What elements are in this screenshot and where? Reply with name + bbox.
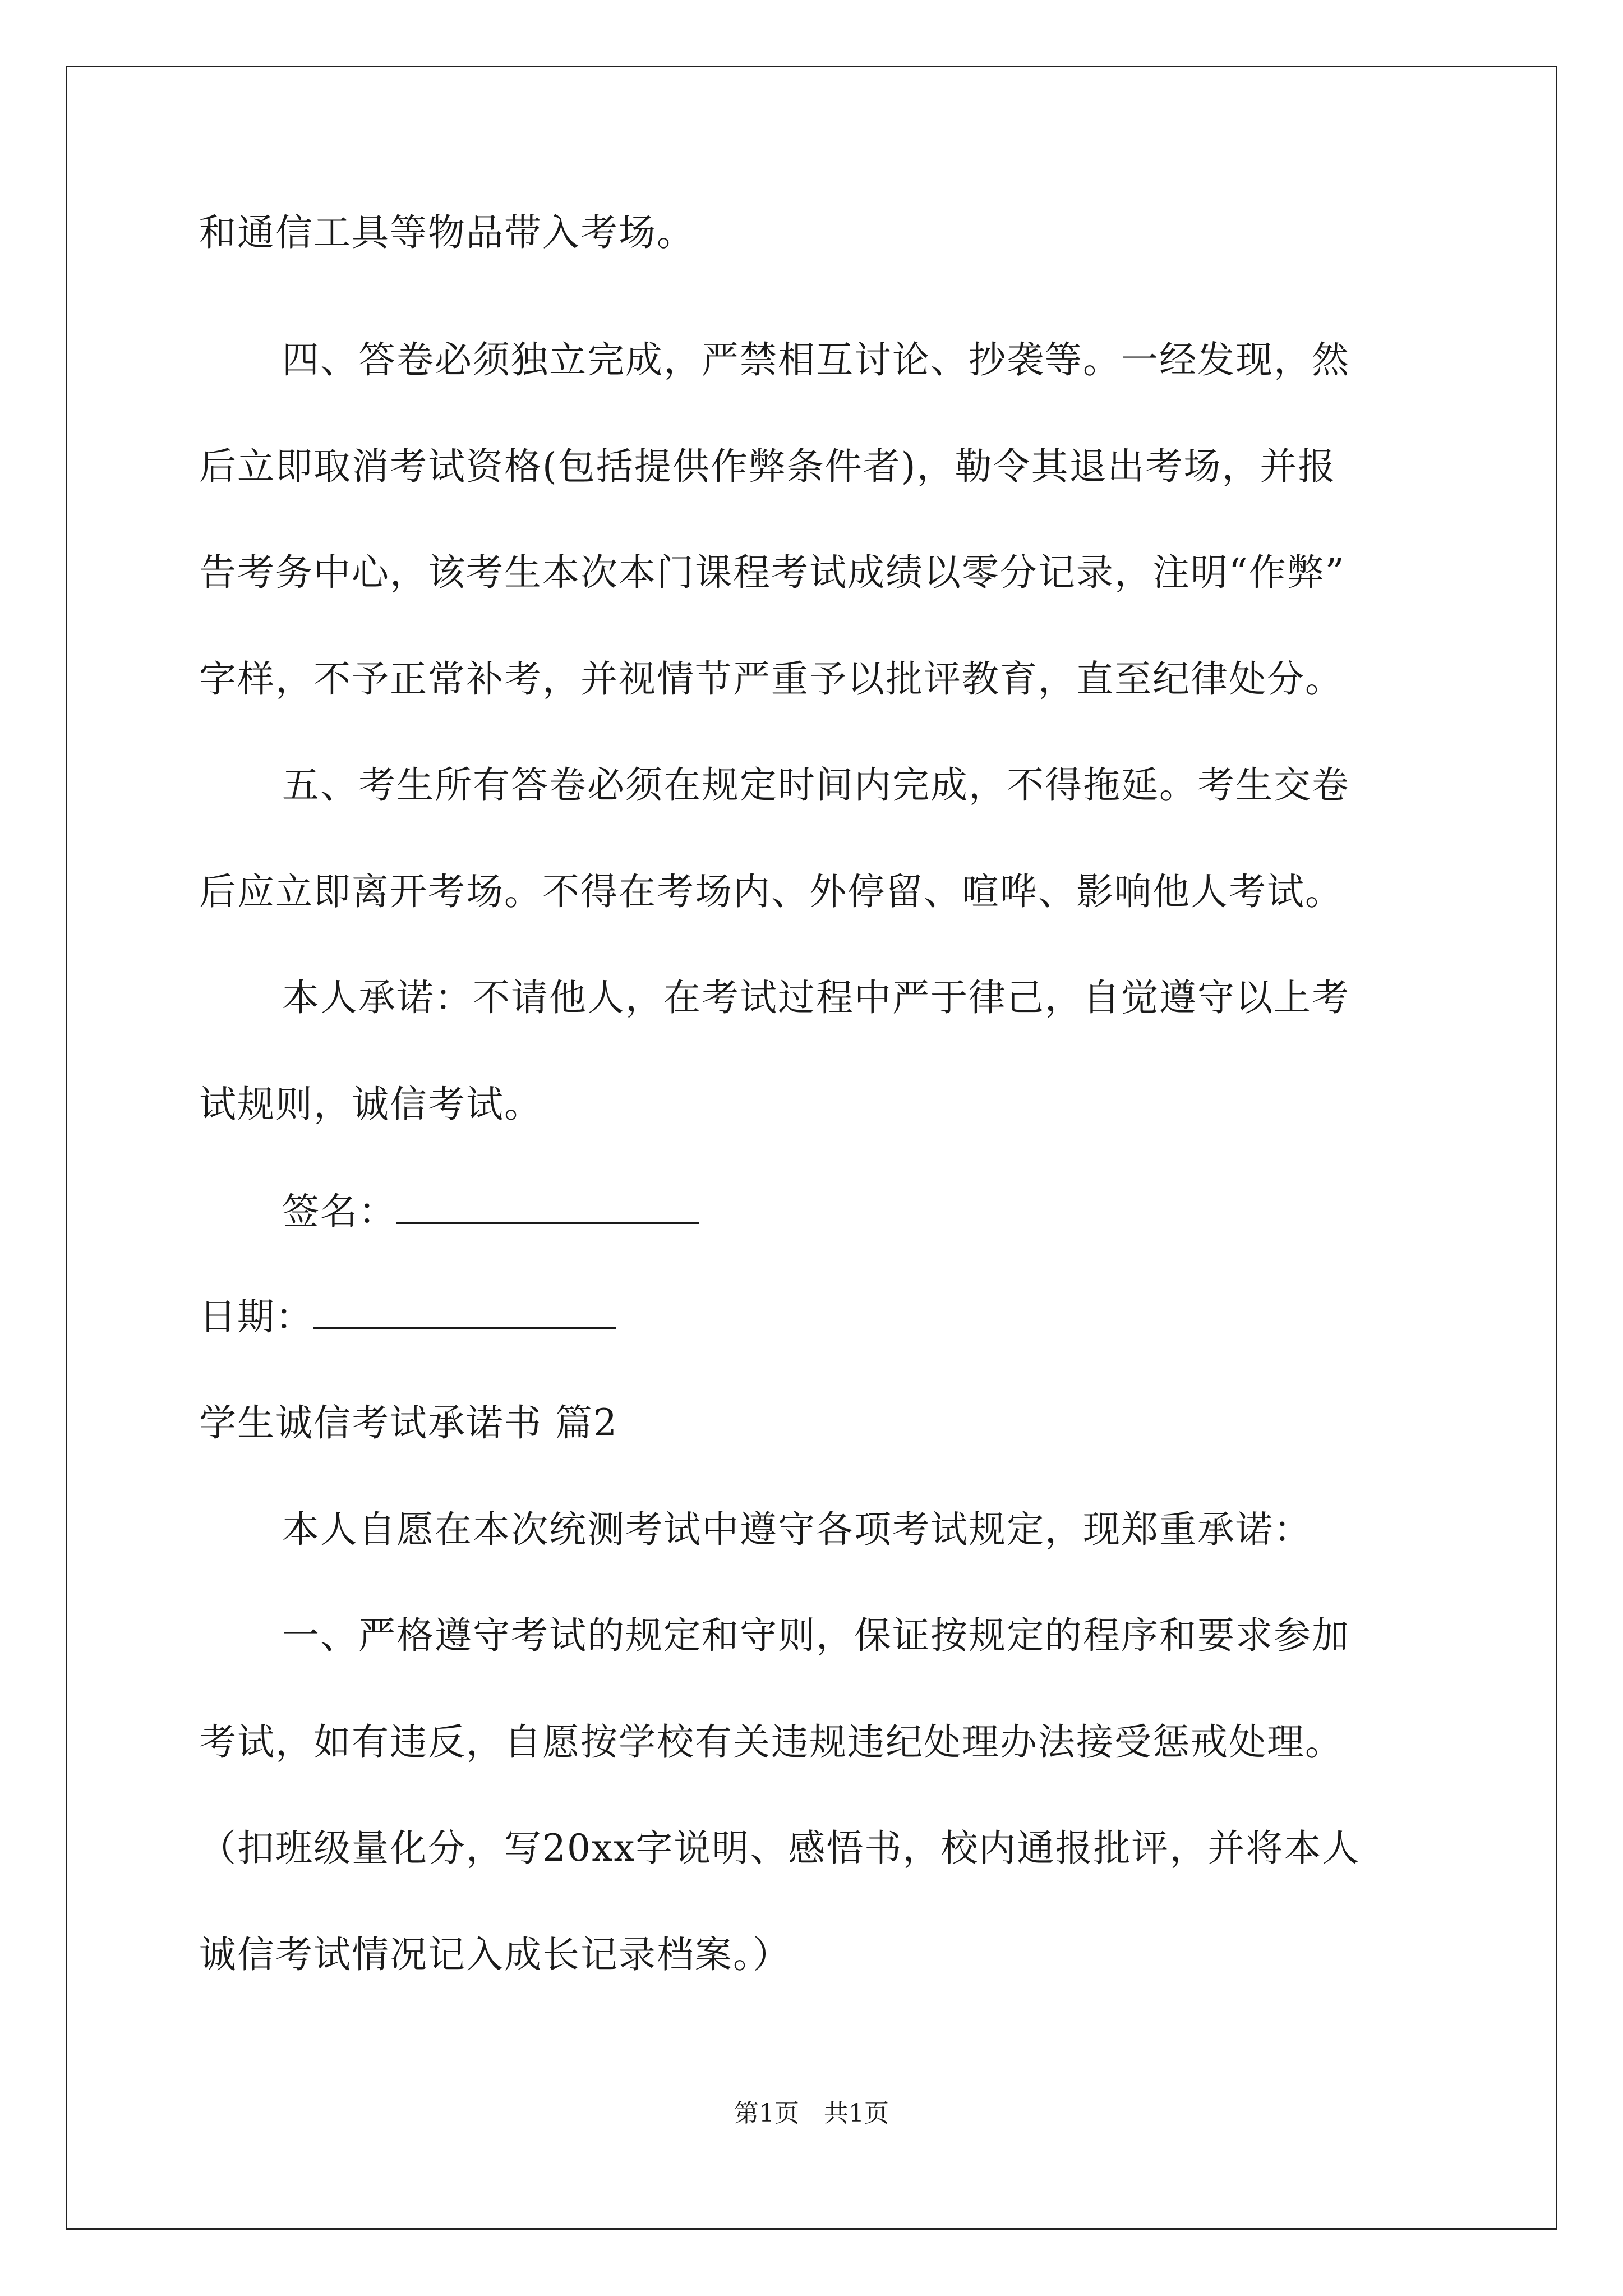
signature-row — [282, 1189, 699, 1234]
page-footer: 第1页 共1页 — [734, 2099, 889, 2128]
body-line-1: 和通信工具等物品带入考场。 — [199, 211, 695, 254]
date-blank-line[interactable] — [313, 1297, 616, 1329]
body-line-5: 字样，不予正常补考，并视情节严重予以批评教育，直至纪律处分。 — [199, 657, 1343, 701]
body-line-3: 后立即取消考试资格(包括提供作弊条件者)，勒令其退出考场，并报 — [199, 445, 1336, 488]
body-line-7: 后应立即离开考场。不得在考场内、外停留、喧哗、影响他人考试。 — [199, 870, 1343, 913]
body-line-2: 四、答卷必须独立完成，严禁相互讨论、抄袭等。一经发现，然 — [282, 338, 1350, 381]
section-heading: 学生诚信考试承诺书 篇2 — [199, 1401, 618, 1444]
body-line-10: 本人自愿在本次统测考试中遵守各项考试规定，现郑重承诺： — [282, 1508, 1312, 1551]
date-row — [199, 1295, 616, 1340]
signature-label: 签名： — [282, 1190, 396, 1233]
date-label: 日期： — [199, 1295, 313, 1338]
page-border — [66, 66, 1557, 2230]
body-line-13: （扣班级量化分，写20xx字说明、感悟书，校内通报批评，并将本人 — [199, 1826, 1361, 1870]
body-line-11: 一、严格遵守考试的规定和守则，保证按规定的程序和要求参加 — [282, 1614, 1350, 1657]
body-line-12: 考试，如有违反，自愿按学校有关违规违纪处理办法接受惩戒处理。 — [199, 1720, 1343, 1764]
body-line-14: 诚信考试情况记入成长记录档案。） — [199, 1933, 791, 1976]
body-line-9: 试规则，诚信考试。 — [199, 1083, 542, 1126]
body-line-6: 五、考生所有答卷必须在规定时间内完成，不得拖延。考生交卷 — [282, 763, 1350, 807]
body-line-4: 告考务中心，该考生本次本门课程考试成绩以零分记录，注明“作弊” — [199, 551, 1345, 594]
body-line-8: 本人承诺：不请他人，在考试过程中严于律己，自觉遵守以上考 — [282, 976, 1350, 1019]
signature-blank-line[interactable] — [396, 1191, 699, 1224]
